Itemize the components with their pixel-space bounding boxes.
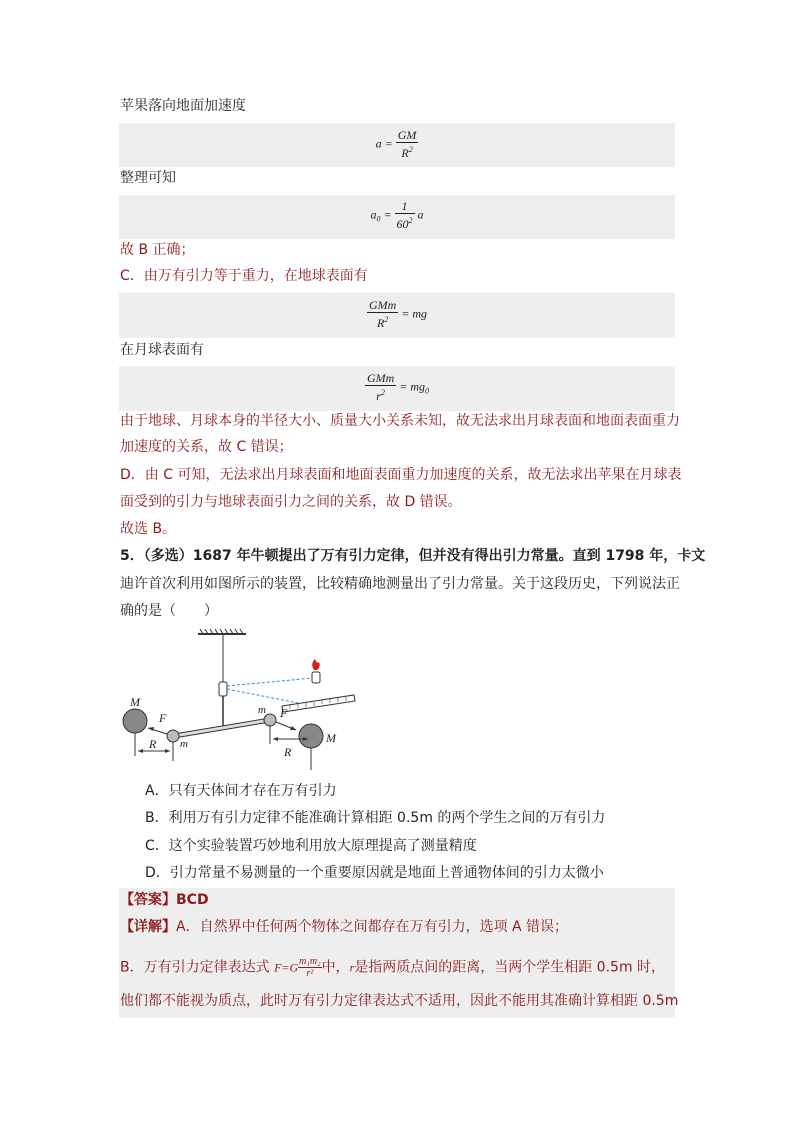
label-M-left: M bbox=[130, 695, 140, 709]
answer-line bbox=[120, 891, 209, 909]
reflected-light-beam bbox=[227, 689, 298, 703]
text-b-correct: 故 B 正确； bbox=[120, 242, 195, 258]
option-d[interactable]: D．引力常量不易测量的一个重要原因就是地面上普通物体间的引力太微小 bbox=[145, 865, 604, 881]
option-a[interactable]: A．只有天体间才存在万有引力 bbox=[145, 783, 337, 799]
small-mass-left bbox=[167, 730, 179, 742]
option-c[interactable]: C．这个实验装置巧妙地利用放大原理提高了测量精度 bbox=[145, 838, 477, 854]
formula-a0: $a_0$ = $\frac{1}{60^2}$ a bbox=[370, 199, 424, 231]
label-R-right: R bbox=[284, 745, 292, 759]
text-option-c-earth: C．由万有引力等于重力，在地球表面有 bbox=[120, 268, 368, 284]
ceiling-support bbox=[198, 629, 246, 634]
label-R-left: R bbox=[149, 737, 157, 751]
label-m-left: m bbox=[180, 738, 188, 750]
formula-box-2 bbox=[119, 195, 675, 239]
large-mass-left bbox=[123, 709, 147, 733]
detail-tag: 【详解】 bbox=[120, 919, 176, 935]
label-F-right: F bbox=[280, 706, 288, 720]
lamp-icon bbox=[312, 659, 320, 683]
text-explanation-d-2: 面受到的引力与地球表面引力之间的关系，故 D 错误。 bbox=[120, 494, 462, 510]
text-moon-surface: 在月球表面有 bbox=[120, 342, 204, 358]
answer-value: BCD bbox=[176, 892, 209, 908]
detail-line-b: B．万有引力定律表达式 F=G $\frac{\text{m₁m₂}}{\text{r²}}$ 中，r是指两质点间的距离，当两个学生相距 0.5m 时， bbox=[120, 956, 666, 979]
formula-box-3 bbox=[119, 293, 675, 338]
formula-a-eq-gm-r2: a = $\frac{GM}{R^2}$ bbox=[375, 128, 417, 160]
text-rearrange: 整理可知 bbox=[120, 170, 176, 186]
incident-light-beam bbox=[227, 678, 313, 686]
horizontal-rod bbox=[174, 718, 270, 738]
option-b[interactable]: B．利用万有引力定律不能准确计算相距 0.5m 的两个学生之间的万有引力 bbox=[145, 810, 606, 826]
formula-box-1 bbox=[119, 123, 675, 167]
text-explanation-c-2: 加速度的关系，故 C 错误； bbox=[120, 439, 293, 455]
text-apple-acceleration: 苹果落向地面加速度 bbox=[120, 98, 246, 114]
question-5-line-2: 迪许首次利用如图所示的装置，比较精确地测量出了引力常量。关于这段历史，下列说法正 bbox=[120, 576, 680, 592]
question-5-line-3: 确的是（ ） bbox=[120, 603, 218, 619]
label-F-left: F bbox=[159, 711, 167, 725]
detail-line-a: 【详解】A．自然界中任何两个物体之间都存在万有引力，选项 A 错误； bbox=[120, 919, 569, 935]
question-5-line-1: 5．（多选）1687 年牛顿提出了万有引力定律，但并没有得出引力常量。直到 1798 年，卡文 bbox=[120, 548, 706, 564]
answer-tag: 【答案】 bbox=[120, 892, 176, 908]
mirror bbox=[219, 682, 227, 696]
text-choose-b: 故选 B。 bbox=[120, 521, 177, 537]
label-M-right: M bbox=[326, 731, 336, 745]
scale-ruler bbox=[282, 695, 355, 712]
label-m-right: m bbox=[258, 704, 266, 716]
text-explanation-c-1: 由于地球、月球本身的半径大小、质量大小关系未知，故无法求出月球表面和地面表面重力 bbox=[120, 413, 680, 429]
large-mass-right bbox=[299, 724, 323, 748]
text-explanation-d-1: D．由 C 可知，无法求出月球表面和地面表面重力加速度的关系，故无法求出苹果在月球表 bbox=[120, 467, 682, 483]
formula-gmm-r2-mg0: $\frac{\text{GMm}}{r^2}$ = $mg_0$ bbox=[366, 371, 430, 403]
cavendish-apparatus-figure bbox=[118, 626, 358, 776]
detail-line-b-2: 他们都不能视为质点，此时万有引力定律表达式不适用，因此不能用其准确计算相距 0.5m bbox=[120, 993, 679, 1009]
formula-box-4 bbox=[119, 366, 675, 411]
formula-gmm-r2-mg: $\frac{\text{GMm}}{R^2}$ = mg bbox=[368, 298, 428, 330]
